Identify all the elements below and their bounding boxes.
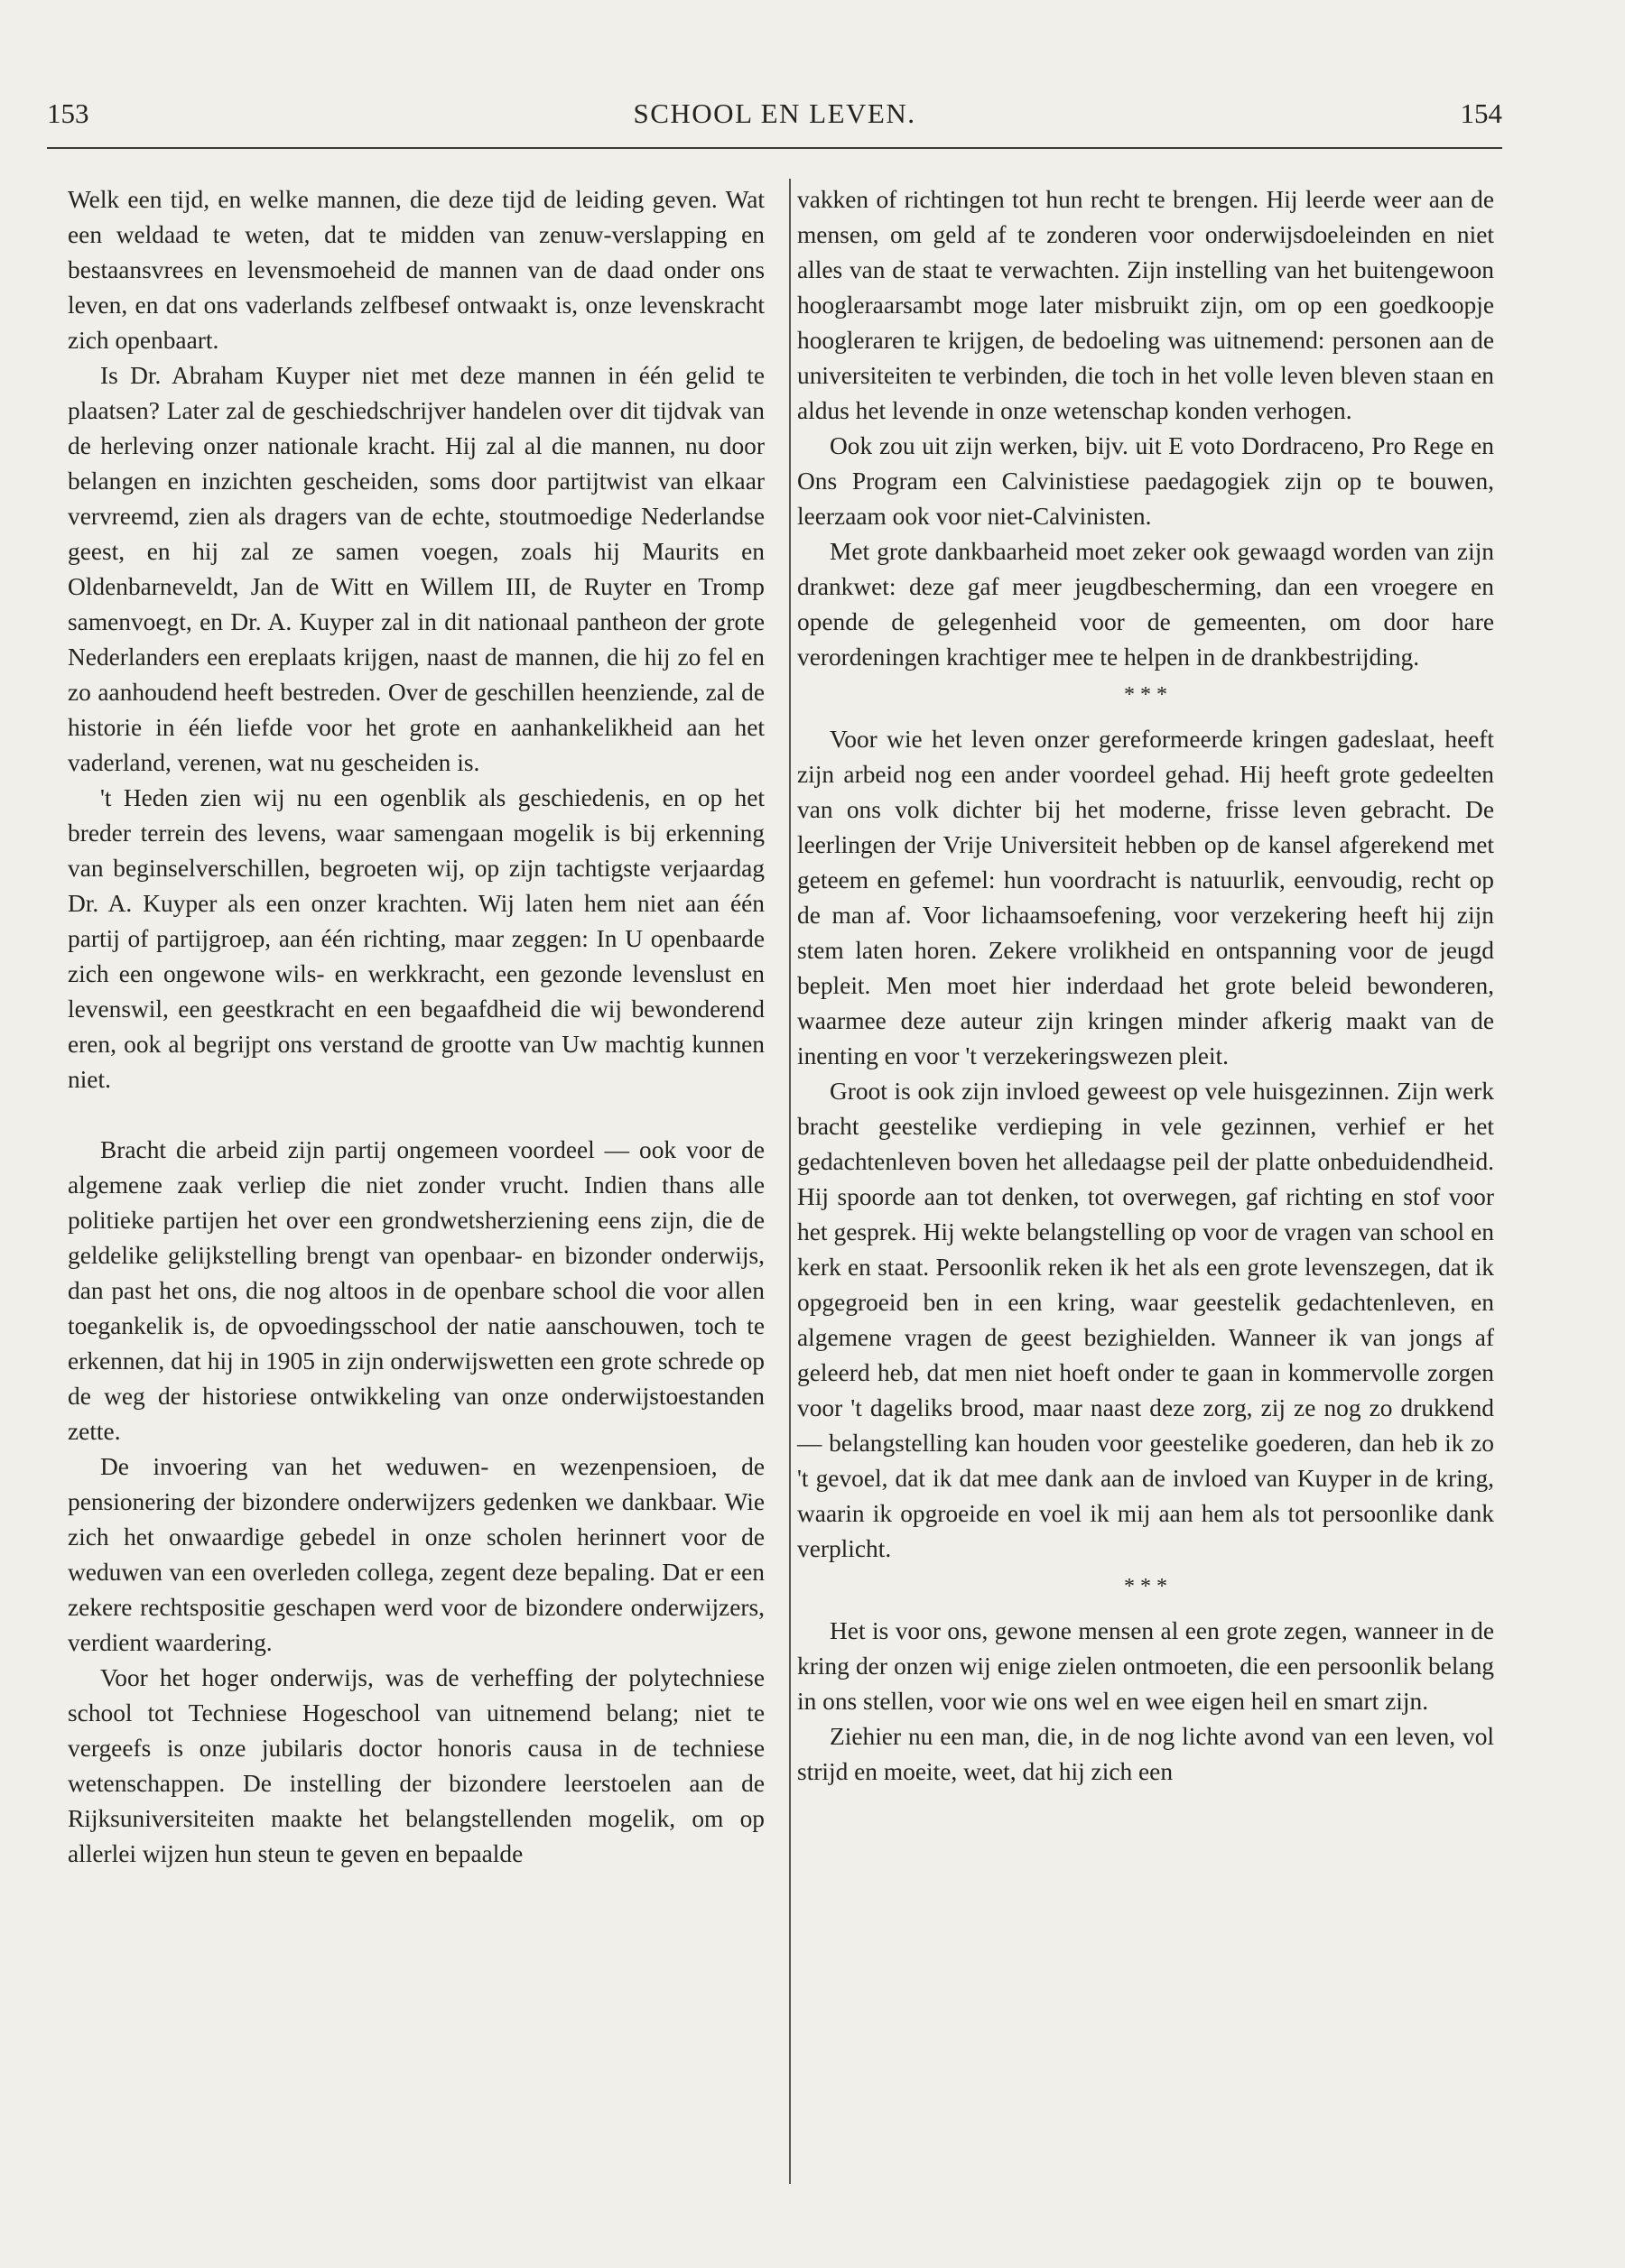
header-rule [47,147,1502,149]
column-divider [789,179,791,2184]
paragraph: Met grote dankbaarheid moet zeker ook gewaagd worden van zijn drankwet: deze gaf meer jeugdbescherming, dan een vroegere en opende de gelegenheid voor de gemeenten, om door hare verordeningen krachtiger mee te helpen in de drankbestrijding. [797,538,1494,671]
page-number-left: 153 [47,97,89,129]
paragraph: Voor het hoger onderwijs, was de verheffing der polytechniese school tot Techniese Hogeschool van uitnemend belang; niet te vergeefs is onze jubilaris doctor honoris causa in de techniese wetenschappen. De instelling der bizondere leerstoelen aan de Rijksuniversiteiten maakte het belangstellenden mogelik, om op allerlei wijzen hun steun te geven en bepaalde [68,1664,765,1867]
running-title: SCHOOL EN LEVEN. [633,97,916,129]
page-header [47,97,1502,152]
right-column [797,182,1494,1790]
paragraph: Groot is ook zijn invloed geweest op vele huisgezinnen. Zijn werk bracht geestelike verdieping in vele gezinnen, verhief er het gedachtenleven boven het alledaagse peil der platte onbeduidendheid. Hij spoorde aan tot denken, tot overwegen, gaf richting en stof voor het gesprek. Hij wekte belangstelling op voor de vragen van school en kerk en staat. Persoonlik reken ik het als een grote levenszegen, dat ik opgegroeid ben in een kring, waar geestelik gedachtenleven, en algemene vragen de geest bezighielden. Wanneer ik van jongs af geleerd heb, dat men niet hoeft onder te gaan in kommervolle zorgen voor 't dageliks brood, maar naast deze zorg, zij ze nog zo drukkend — belangstelling kan houden voor geestelike goederen, dan heb ik zo 't gevoel, dat ik dat mee dank aan de invloed van Kuyper in de kring, waarin ik opgroeide en voel ik mij aan hem als tot persoonlike dank verplicht. [797,1078,1494,1562]
paragraph: Bracht die arbeid zijn partij ongemeen voordeel — ook voor de algemene zaak verliep die niet zonder vrucht. Indien thans alle politieke partijen het over een grondwetsherziening eens zijn, die de geldelike gelijkstelling brengt van openbaar- en bizonder onderwijs, dan past het ons, die nog altoos in de openbare school die voor allen toegankelik is, de opvoedingsschool der natie aanschouwen, toch te erkennen, dat hij in 1905 in zijn onderwijswetten een grote schrede op de weg der historiese ontwikkeling van onze onderwijstoestanden zette. [68,1136,765,1445]
paragraph: Welk een tijd, en welke mannen, die deze tijd de leiding geven. Wat een weldaad te weten, dat te midden van zenuw-verslapping en bestaansvrees en levensmoeheid de mannen van de daad onder ons leven, en dat ons vaderlands zelfbesef ontwaakt is, onze levenskracht zich openbaart. [68,186,765,354]
page-number-right: 154 [1460,97,1502,129]
paragraph: 't Heden zien wij nu een ogenblik als geschiedenis, en op het breder terrein des levens, waar samengaan mogelik is bij erkenning van beginselverschillen, begroeten wij, op zijn tachtigste verjaardag Dr. A. Kuyper als een onzer krachten. Wij laten hem niet aan één partij of partijgroep, aan één richting, maar zeggen: In U openbaarde zich een ongewone wils- en werkkracht, een gezonde levenslust en levenswil, een geestkracht en een begaafdheid die wij bewonderend eren, ook al begrijpt ons verstand de grootte van Uw machtig kunnen niet. [68,784,765,1093]
paragraph: Voor wie het leven onzer gereformeerde kringen gadeslaat, heeft zijn arbeid nog een ander voordeel gehad. Hij heeft grote gedeelten van ons volk dichter bij het moderne, frisse leven gebracht. De leerlingen der Vrije Universiteit hebben op de kansel afgerekend met geteem en gefemel: hun voordracht is natuurlik, eenvoudig, recht op de man af. Voor lichaamsoefening, voor verzekering heeft hij zijn stem laten horen. Zekere vrolikheid en ontspanning voor de jeugd bepleit. Men moet hier inderdaad het grote beleid bewonderen, waarmee deze auteur zijn kringen minder afkerig maakt van de inenting en voor 't verzekeringswezen pleit. [797,726,1494,1069]
asterism-separator: * * * [1124,1575,1167,1598]
left-column [68,182,765,1872]
asterism-separator: * * * [1124,683,1167,707]
paragraph: vakken of richtingen tot hun recht te brengen. Hij leerde weer aan de mensen, om geld af te zonderen voor onderwijsdoeleinden en niet alles van de staat te verwachten. Zijn instelling van het buitengewoon hoogleraarsambt moge later misbruikt zijn, om op een goedkoopje hoogleraren te krijgen, de bedoeling was uitnemend: personen aan de universiteiten te verbinden, die toch in het volle leven bleven staan en aldus het levende in onze wetenschap konden verhogen. [797,186,1494,424]
paragraph: Is Dr. Abraham Kuyper niet met deze mannen in één gelid te plaatsen? Later zal de geschiedschrijver handelen over dit tijdvak van de herleving onzer nationale kracht. Hij zal al die mannen, nu door belangen en inzichten gescheiden, soms door partijtwist van elkaar vervreemd, zien als dragers van de echte, stoutmoedige Nederlandse geest, en hij zal ze samen voegen, zoals hij Maurits en Oldenbarneveldt, Jan de Witt en Willem III, de Ruyter en Tromp samenvoegt, en Dr. A. Kuyper zal in dit nationaal pantheon der grote Nederlanders een ereplaats krijgen, naast de mannen, die hij zo fel en zo aanhoudend heeft bestreden. Over de geschillen heenziende, zal de historie in één liefde voor het grote en aanhankelikheid aan het vaderland, verenen, wat nu gescheiden is. [68,362,765,776]
section-gap [68,1097,765,1133]
paragraph: Ziehier nu een man, die, in de nog lichte avond van een leven, vol strijd en moeite, weet, dat hij zich een [797,1723,1494,1785]
paragraph: De invoering van het weduwen- en wezenpensioen, de pensionering der bizondere onderwijzers gedenken we dankbaar. Wie zich het onwaardige gebedel in onze scholen herinnert voor de weduwen van een overleden collega, zegent deze bepaling. Dat er een zekere rechtspositie geschapen werd voor de bizondere onderwijzers, verdient waardering. [68,1453,765,1656]
paragraph: Ook zou uit zijn werken, bijv. uit E voto Dordraceno, Pro Rege en Ons Program een Calvinistiese paedagogiek zijn op te bouwen, leerzaam ook voor niet-Calvinisten. [797,432,1494,530]
paragraph: Het is voor ons, gewone mensen al een grote zegen, wanneer in de kring der onzen wij enige zielen ontmoeten, die een persoonlik belang in ons stellen, voor wie ons wel en wee eigen heil en smart zijn. [797,1617,1494,1715]
